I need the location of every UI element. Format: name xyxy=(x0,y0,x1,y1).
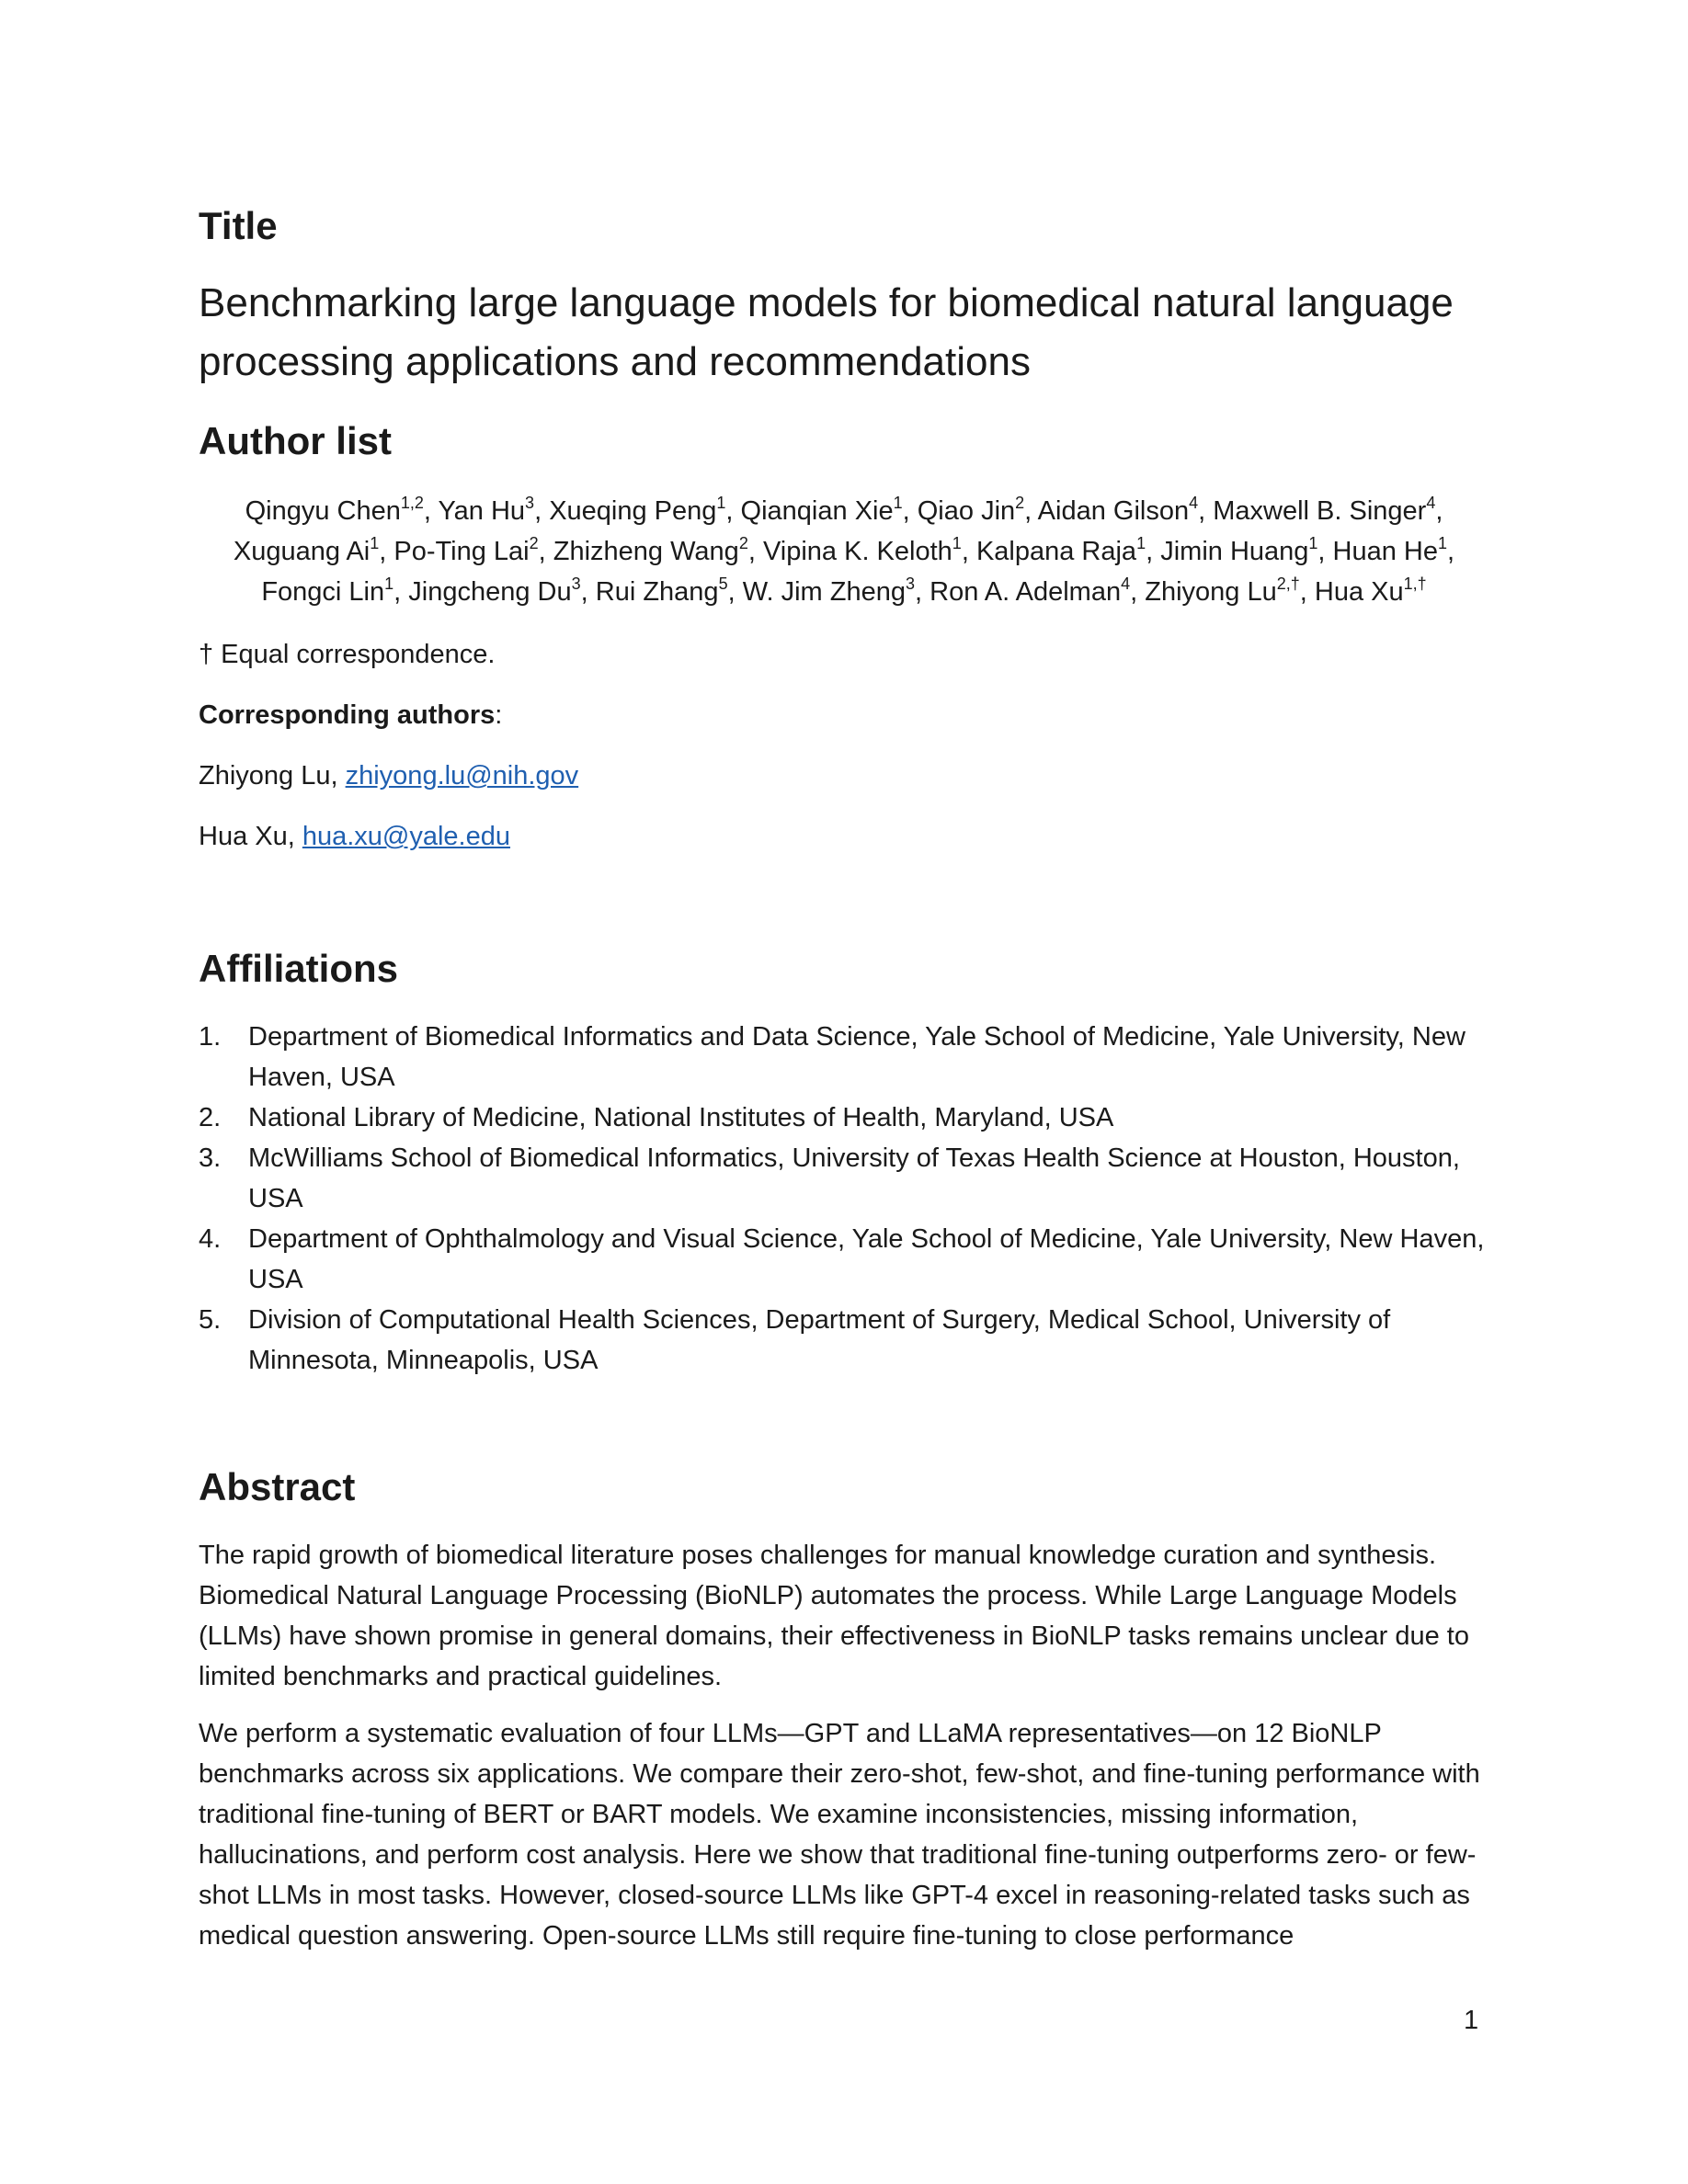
author-affiliation-marker: 2,† xyxy=(1276,574,1300,593)
paper-page xyxy=(199,0,1489,2184)
title-heading: Title xyxy=(199,204,278,247)
email-link[interactable]: hua.xu@yale.edu xyxy=(302,822,510,851)
affiliation-item xyxy=(199,1098,1489,1138)
affiliation-text: Division of Computational Health Sciences, Department of Surgery, Medical School, University of Minnesota, Minneapolis, USA xyxy=(248,1305,1391,1375)
author-name: Huan He xyxy=(1332,537,1439,566)
author-name: Qiao Jin xyxy=(917,496,1016,526)
author-name: Zhizheng Wang xyxy=(553,537,739,566)
author-name: Zhiyong Lu xyxy=(1145,577,1277,607)
corresponding-label-text: Corresponding authors xyxy=(199,700,496,730)
corresponding-authors-label xyxy=(199,695,1489,735)
author-name: Jingcheng Du xyxy=(408,577,572,607)
author-affiliation-marker: 4 xyxy=(1189,494,1199,512)
affiliations-list xyxy=(199,1017,1489,1381)
page-number: 1 xyxy=(1464,2006,1479,2035)
author-name: Po-Ting Lai xyxy=(393,537,530,566)
author-affiliation-marker: 1 xyxy=(370,534,380,552)
author-name: Xuguang Ai xyxy=(233,537,371,566)
author-affiliation-marker: 1 xyxy=(1136,534,1146,552)
abstract-heading: Abstract xyxy=(199,1465,356,1508)
author-affiliation-marker: 3 xyxy=(905,574,915,593)
author-name: Ron A. Adelman xyxy=(930,577,1122,607)
author-name: Jimin Huang xyxy=(1160,537,1309,566)
author-affiliation-marker: 1,2 xyxy=(400,494,424,512)
affiliation-number: 1. xyxy=(199,1022,222,1052)
author-name: Aidan Gilson xyxy=(1037,496,1190,526)
author-affiliation-marker: 1 xyxy=(384,574,394,593)
corresponding-author-name: Hua Xu, xyxy=(199,822,302,851)
author-affiliation-marker: 1 xyxy=(893,494,903,512)
author-affiliation-marker: 2 xyxy=(1015,494,1025,512)
affiliation-item xyxy=(199,1300,1489,1381)
author-affiliation-marker: 4 xyxy=(1426,494,1436,512)
abstract-paragraph-1: The rapid growth of biomedical literature poses challenges for manual knowledge curation and synthesis. Biomedical Natural Language Processing (BioNLP) automates the process. While Large Language Models (LLMs) have shown promise in general domains, their effectiveness in BioNLP tasks remains unclear due to limited benchmarks and practical guidelines. xyxy=(199,1541,1469,1691)
paper-title: Benchmarking large language models for biomedical natural language processing applications and recommendations xyxy=(199,280,1454,384)
author-affiliation-marker: 1 xyxy=(716,494,726,512)
affiliation-number: 5. xyxy=(199,1305,222,1335)
affiliation-text: Department of Ophthalmology and Visual Science, Yale School of Medicine, Yale University, New Haven, USA xyxy=(248,1224,1485,1294)
affiliation-item xyxy=(199,1017,1489,1098)
author-name: Qingyu Chen xyxy=(245,496,401,526)
author-affiliation-marker: 1,† xyxy=(1403,574,1427,593)
affiliation-number: 3. xyxy=(199,1143,222,1173)
abstract-paragraph-2: We perform a systematic evaluation of four LLMs—GPT and LLaMA representatives—on 12 BioNLP benchmarks across six applications. We compare their zero-shot, few-shot, and fine-tuning performance with traditional fine-tuning of BERT or BART models. We examine inconsistencies, missing information, hallucinations, and perform cost analysis. Here we show that traditional fine-tuning outperforms zero- or few-shot LLMs in most tasks. However, closed-source LLMs like GPT-4 excel in reasoning-related tasks such as medical question answering. Open-source LLMs still require fine-tuning to close performance xyxy=(199,1719,1480,1951)
author-name: Qianqian Xie xyxy=(740,496,894,526)
author-name: Hua Xu xyxy=(1314,577,1404,607)
author-affiliation-marker: 4 xyxy=(1121,574,1131,593)
author-name: Rui Zhang xyxy=(595,577,719,607)
corresponding-label-colon: : xyxy=(495,700,503,730)
author-name: Vipina K. Keloth xyxy=(762,537,952,566)
author-affiliation-marker: 1 xyxy=(1308,534,1318,552)
author-affiliation-marker: 2 xyxy=(529,534,539,552)
corresponding-author-name: Zhiyong Lu, xyxy=(199,761,346,791)
author-affiliation-marker: 3 xyxy=(571,574,581,593)
author-name: Fongci Lin xyxy=(261,577,385,607)
author-affiliation-marker: 2 xyxy=(738,534,748,552)
affiliation-number: 4. xyxy=(199,1224,222,1254)
corresponding-author-2 xyxy=(199,816,1489,857)
affiliations-heading: Affiliations xyxy=(199,947,398,990)
affiliation-text: National Library of Medicine, National Institutes of Health, Maryland, USA xyxy=(248,1103,1114,1132)
author-name: Maxwell B. Singer xyxy=(1213,496,1427,526)
email-link[interactable]: zhiyong.lu@nih.gov xyxy=(345,761,579,791)
author-list: Qingyu Chen$^{1,2}$, Yan Hu$^3$, Xueqing Peng$^1$, Qianqian Xie$^1$, Qiao Jin$^2$, Aidan Gilson$^4$, Maxwell B. Singer$^4$, Xuguang Ai$^1$, Po-Ting Lai$^2$, Zhizheng Wang$^2$, Vipina K. Keloth$^1$, Kalpana Raja$^1$, Jimin Huang$^1$, Huan He$^1$, Fongci Lin$^1$, Jingcheng Du$^3$, Rui Zhang$^5$, W. Jim Zheng$^3$, Ron A. Adelman$^4$, Zhiyong $Lu^{2,\dagger}$, Hua $Xu^{1,\dagger}$ xyxy=(233,494,1455,607)
corresponding-author-1 xyxy=(199,756,1489,796)
author-list-heading: Author list xyxy=(199,419,392,462)
author-name: Xueqing Peng xyxy=(549,496,717,526)
affiliation-text: Department of Biomedical Informatics and Data Science, Yale School of Medicine, Yale University, New Haven, USA xyxy=(248,1022,1466,1092)
affiliation-text: McWilliams School of Biomedical Informatics, University of Texas Health Science at Houston, Houston, USA xyxy=(248,1143,1460,1213)
author-affiliation-marker: 3 xyxy=(525,494,535,512)
affiliation-number: 2. xyxy=(199,1103,222,1132)
author-name: W. Jim Zheng xyxy=(742,577,906,607)
author-name: Kalpana Raja xyxy=(975,537,1137,566)
author-affiliation-marker: 5 xyxy=(718,574,728,593)
author-affiliation-marker: 1 xyxy=(952,534,962,552)
affiliation-item xyxy=(199,1219,1489,1300)
author-name: Yan Hu xyxy=(438,496,526,526)
affiliation-item xyxy=(199,1138,1489,1219)
author-affiliation-marker: 1 xyxy=(1438,534,1448,552)
equal-correspondence-note: † Equal correspondence. xyxy=(199,640,496,669)
